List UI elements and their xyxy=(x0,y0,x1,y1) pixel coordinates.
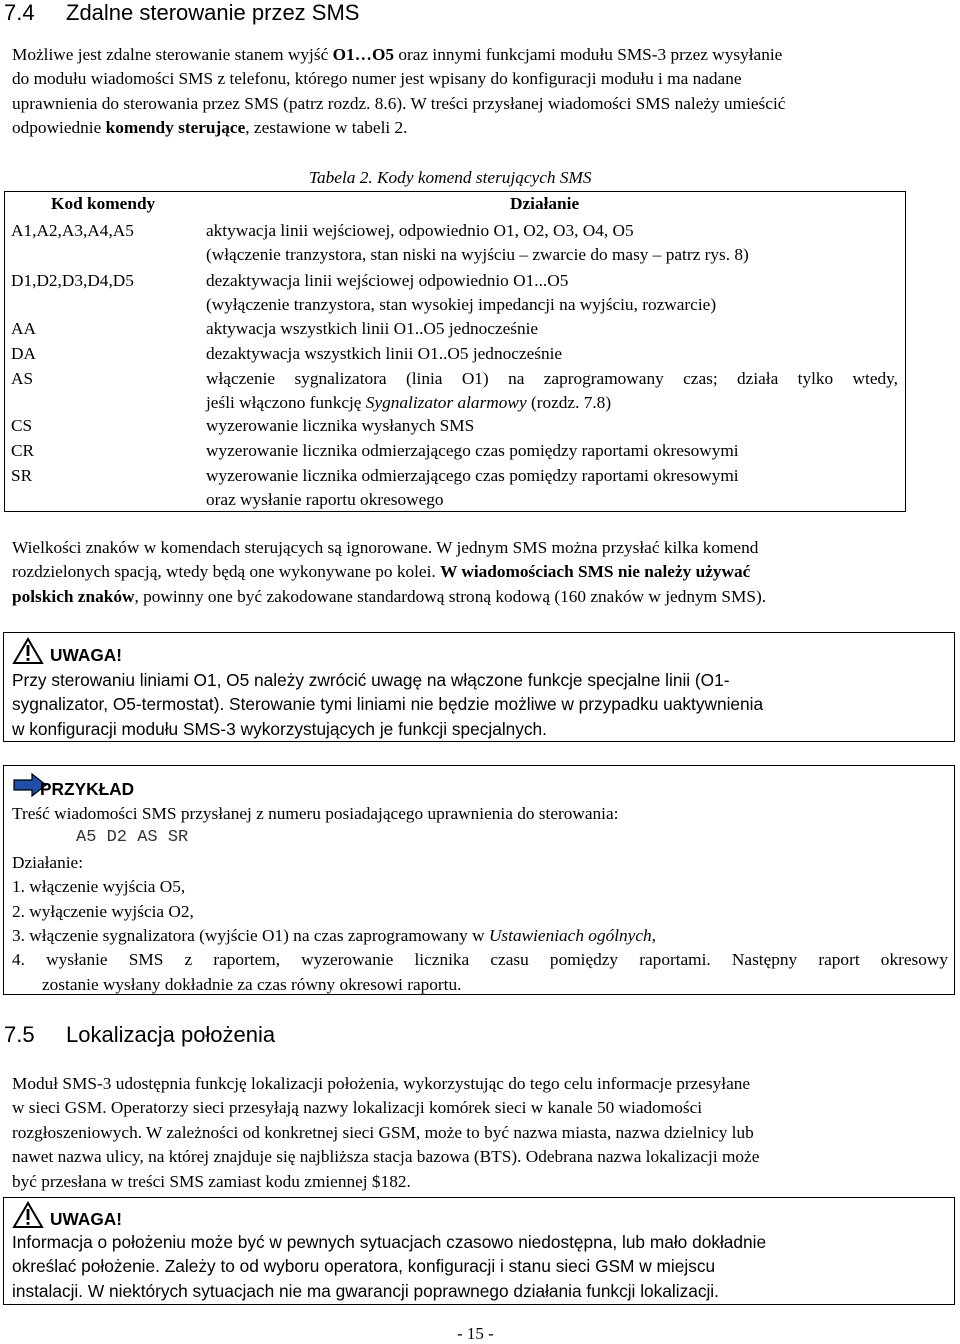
table-cell-command: CS xyxy=(11,416,33,435)
section-number: 7.5 xyxy=(4,1022,35,1047)
intro-line: uprawnienia do sterowania przez SMS (patrz rozdz. 8.6). W treści przysłanej wiadomości SMS należy umieścić xyxy=(12,93,786,113)
table-cell-command: A1,A2,A3,A4,A5 xyxy=(11,221,134,240)
text: Możliwe jest zdalne sterowanie stanem wyjść xyxy=(12,45,333,64)
text: oraz innymi funkcjami modułu SMS-3 przez wysyłanie xyxy=(394,45,783,64)
header-action: Działanie xyxy=(510,194,580,213)
warning-line: Przy sterowaniu liniami O1, O5 należy zwrócić uwagę na włączone funkcje specjalne linii (O1- xyxy=(12,670,730,690)
paragraph-line: rozgłoszeniowych. W zależności od konkretnej sieci GSM, może to być nazwa miasta, nazwa dzielnicy lub xyxy=(12,1122,754,1142)
table-cell-action-note: (włączenie tranzystora, stan niski na wyjściu – zwarcie do masy – patrz rys. 8) xyxy=(206,245,749,264)
table-cell-command: CR xyxy=(11,441,35,460)
bold-text: W wiadomościach SMS nie należy używać xyxy=(440,562,751,582)
example-action-label: Działanie: xyxy=(12,852,84,872)
table-cell-action: wyzerowanie licznika odmierzającego czas pomiędzy raportami okresowymi xyxy=(206,466,739,485)
example-step: 2. wyłączenie wyjścia O2, xyxy=(12,901,194,921)
table-cell-action: wyzerowanie licznika odmierzającego czas pomiędzy raportami okresowymi xyxy=(206,441,739,460)
example-content xyxy=(12,802,948,997)
italic-text: Sygnalizator alarmowy xyxy=(365,393,527,412)
table-cell-command: SR xyxy=(11,466,33,485)
paragraph-line: Wielkości znaków w komendach sterujących są ignorowane. W jednym SMS można przysłać kilka komend xyxy=(12,538,759,557)
localization-paragraph xyxy=(12,1072,948,1194)
example-box xyxy=(3,765,955,995)
intro-line: do modułu wiadomości SMS z telefonu, którego numer jest wpisany do konfiguracji modułu i ma nadane xyxy=(12,69,742,89)
warning-line: sygnalizator, O5-termostat). Sterowanie tymi liniami nie będzie możliwe w przypadku uaktywnienia xyxy=(12,694,764,715)
warning-triangle-icon xyxy=(12,1201,44,1229)
table-cell-action: dezaktywacja wszystkich linii O1..O5 jednocześnie xyxy=(206,344,563,363)
case-info-paragraph xyxy=(12,536,948,609)
table-caption: Tabela 2. Kody komend sterujących SMS xyxy=(309,168,592,187)
intro-paragraph xyxy=(12,43,948,141)
table-cell-action-note: oraz wysłanie raportu okresowego xyxy=(206,490,444,509)
example-line: Treść wiadomości SMS przysłanej z numeru posiadającego uprawnienia do sterowania: xyxy=(12,804,619,823)
text: jeśli włączono funkcję xyxy=(206,393,366,412)
bold-text: komendy sterujące xyxy=(105,118,246,138)
section-title: Lokalizacja położenia xyxy=(66,1022,276,1047)
warning-line: w konfiguracji modułu SMS-3 wykorzystujących je funkcji specjalnych. xyxy=(12,718,547,739)
table-cell-command: D1,D2,D3,D4,D5 xyxy=(11,271,134,290)
table-cell-command: DA xyxy=(11,344,36,363)
warning-line: określać położenie. Zależy to od wyboru operatora, konfiguracji i stanu sieci GSM w miejscu xyxy=(12,1256,716,1277)
paragraph-line: nawet nazwa ulicy, na której znajduje się najbliższa stacja bazowa (BTS). Odebrana nazwa lokalizacji może xyxy=(12,1147,760,1167)
header-command-code: Kod komendy xyxy=(51,194,156,213)
text: , powinny one być zakodowane standardową stroną kodową (160 znaków w jednym SMS). xyxy=(134,586,767,606)
page-number: - 15 - xyxy=(457,1324,494,1343)
text: 3. włączenie sygnalizatora (wyjście O1) na czas zaprogramowany w xyxy=(12,926,489,946)
example-title: PRZYKŁAD xyxy=(40,779,135,799)
table-cell-command: AA xyxy=(11,319,36,338)
text: odpowiednie xyxy=(12,118,106,138)
warning-text xyxy=(12,668,946,741)
warning-line: Informacja o położeniu może być w pewnych sytuacjach czasowo niedostępna, lub mało dokładnie xyxy=(12,1232,767,1252)
paragraph-line: być przesłana w treści SMS zamiast kodu zmiennej $182. xyxy=(12,1171,411,1191)
italic-text: Ustawieniach ogólnych xyxy=(488,926,652,946)
table-cell-action-note: (wyłączenie tranzystora, stan wysokiej impedancji na wyjściu, rozwarcie) xyxy=(206,295,717,314)
example-step: 1. włączenie wyjścia O5, xyxy=(12,877,186,897)
warning-text xyxy=(12,1230,946,1303)
section-title: Zdalne sterowanie przez SMS xyxy=(66,0,360,25)
paragraph-line: w sieci GSM. Operatorzy sieci przesyłają nazwy lokalizacji komórek sieci w kanale 50 wiadomości xyxy=(12,1098,703,1118)
example-sms-code: A5 D2 AS SR xyxy=(76,828,189,848)
warning-title: UWAGA! xyxy=(50,1209,122,1229)
example-step xyxy=(12,924,948,948)
section-number: 7.4 xyxy=(4,0,35,25)
warning-box xyxy=(3,632,955,742)
text: rozdzielonych spacją, wtedy będą one wykonywane po kolei. xyxy=(12,562,441,582)
table-cell-action: dezaktywacja linii wejściowej odpowiednio O1...O5 xyxy=(206,271,569,290)
table-cell-action: aktywacja linii wejściowej, odpowiednio O1, O2, O3, O4, O5 xyxy=(206,221,634,240)
commands-table xyxy=(4,191,906,512)
bold-text: O1…O5 xyxy=(332,45,395,64)
section-heading-7-5 xyxy=(4,1022,275,1048)
example-step-continuation: zostanie wysłany dokładnie za czas równy okresowi raportu. xyxy=(42,974,462,994)
section-heading-7-4 xyxy=(4,0,359,26)
table-cell-action: aktywacja wszystkich linii O1..O5 jednocześnie xyxy=(206,319,539,338)
table-cell-action-note xyxy=(206,391,611,415)
example-step: 4. wysłanie SMS z raportem, wyzerowanie licznika czasu pomiędzy raportami. Następny raport okresowy xyxy=(12,950,948,970)
intro-line xyxy=(12,43,948,67)
warning-line: instalacji. W niektórych sytuacjach nie ma gwarancji poprawnego działania funkcji lokalizacji. xyxy=(12,1280,719,1301)
table-cell-action: wyzerowanie licznika wysłanych SMS xyxy=(206,416,475,435)
text: , zestawione w tabeli 2. xyxy=(245,118,408,138)
intro-line xyxy=(12,116,948,140)
warning-box xyxy=(3,1197,955,1305)
warning-triangle-icon xyxy=(12,637,44,665)
table-cell-command: AS xyxy=(11,369,34,388)
bold-text: polskich znaków xyxy=(12,586,135,606)
paragraph-line xyxy=(12,585,948,609)
table-cell-action: włączenie sygnalizatora (linia O1) na zaprogramowany czas; działa tylko wtedy, xyxy=(206,369,898,388)
warning-title: UWAGA! xyxy=(50,645,122,665)
text: , xyxy=(651,926,656,946)
paragraph-line: Moduł SMS-3 udostępnia funkcję lokalizacji położenia, wykorzystując do tego celu informacje przesyłane xyxy=(12,1074,751,1093)
text: (rozdz. 7.8) xyxy=(526,393,612,412)
paragraph-line xyxy=(12,560,948,584)
